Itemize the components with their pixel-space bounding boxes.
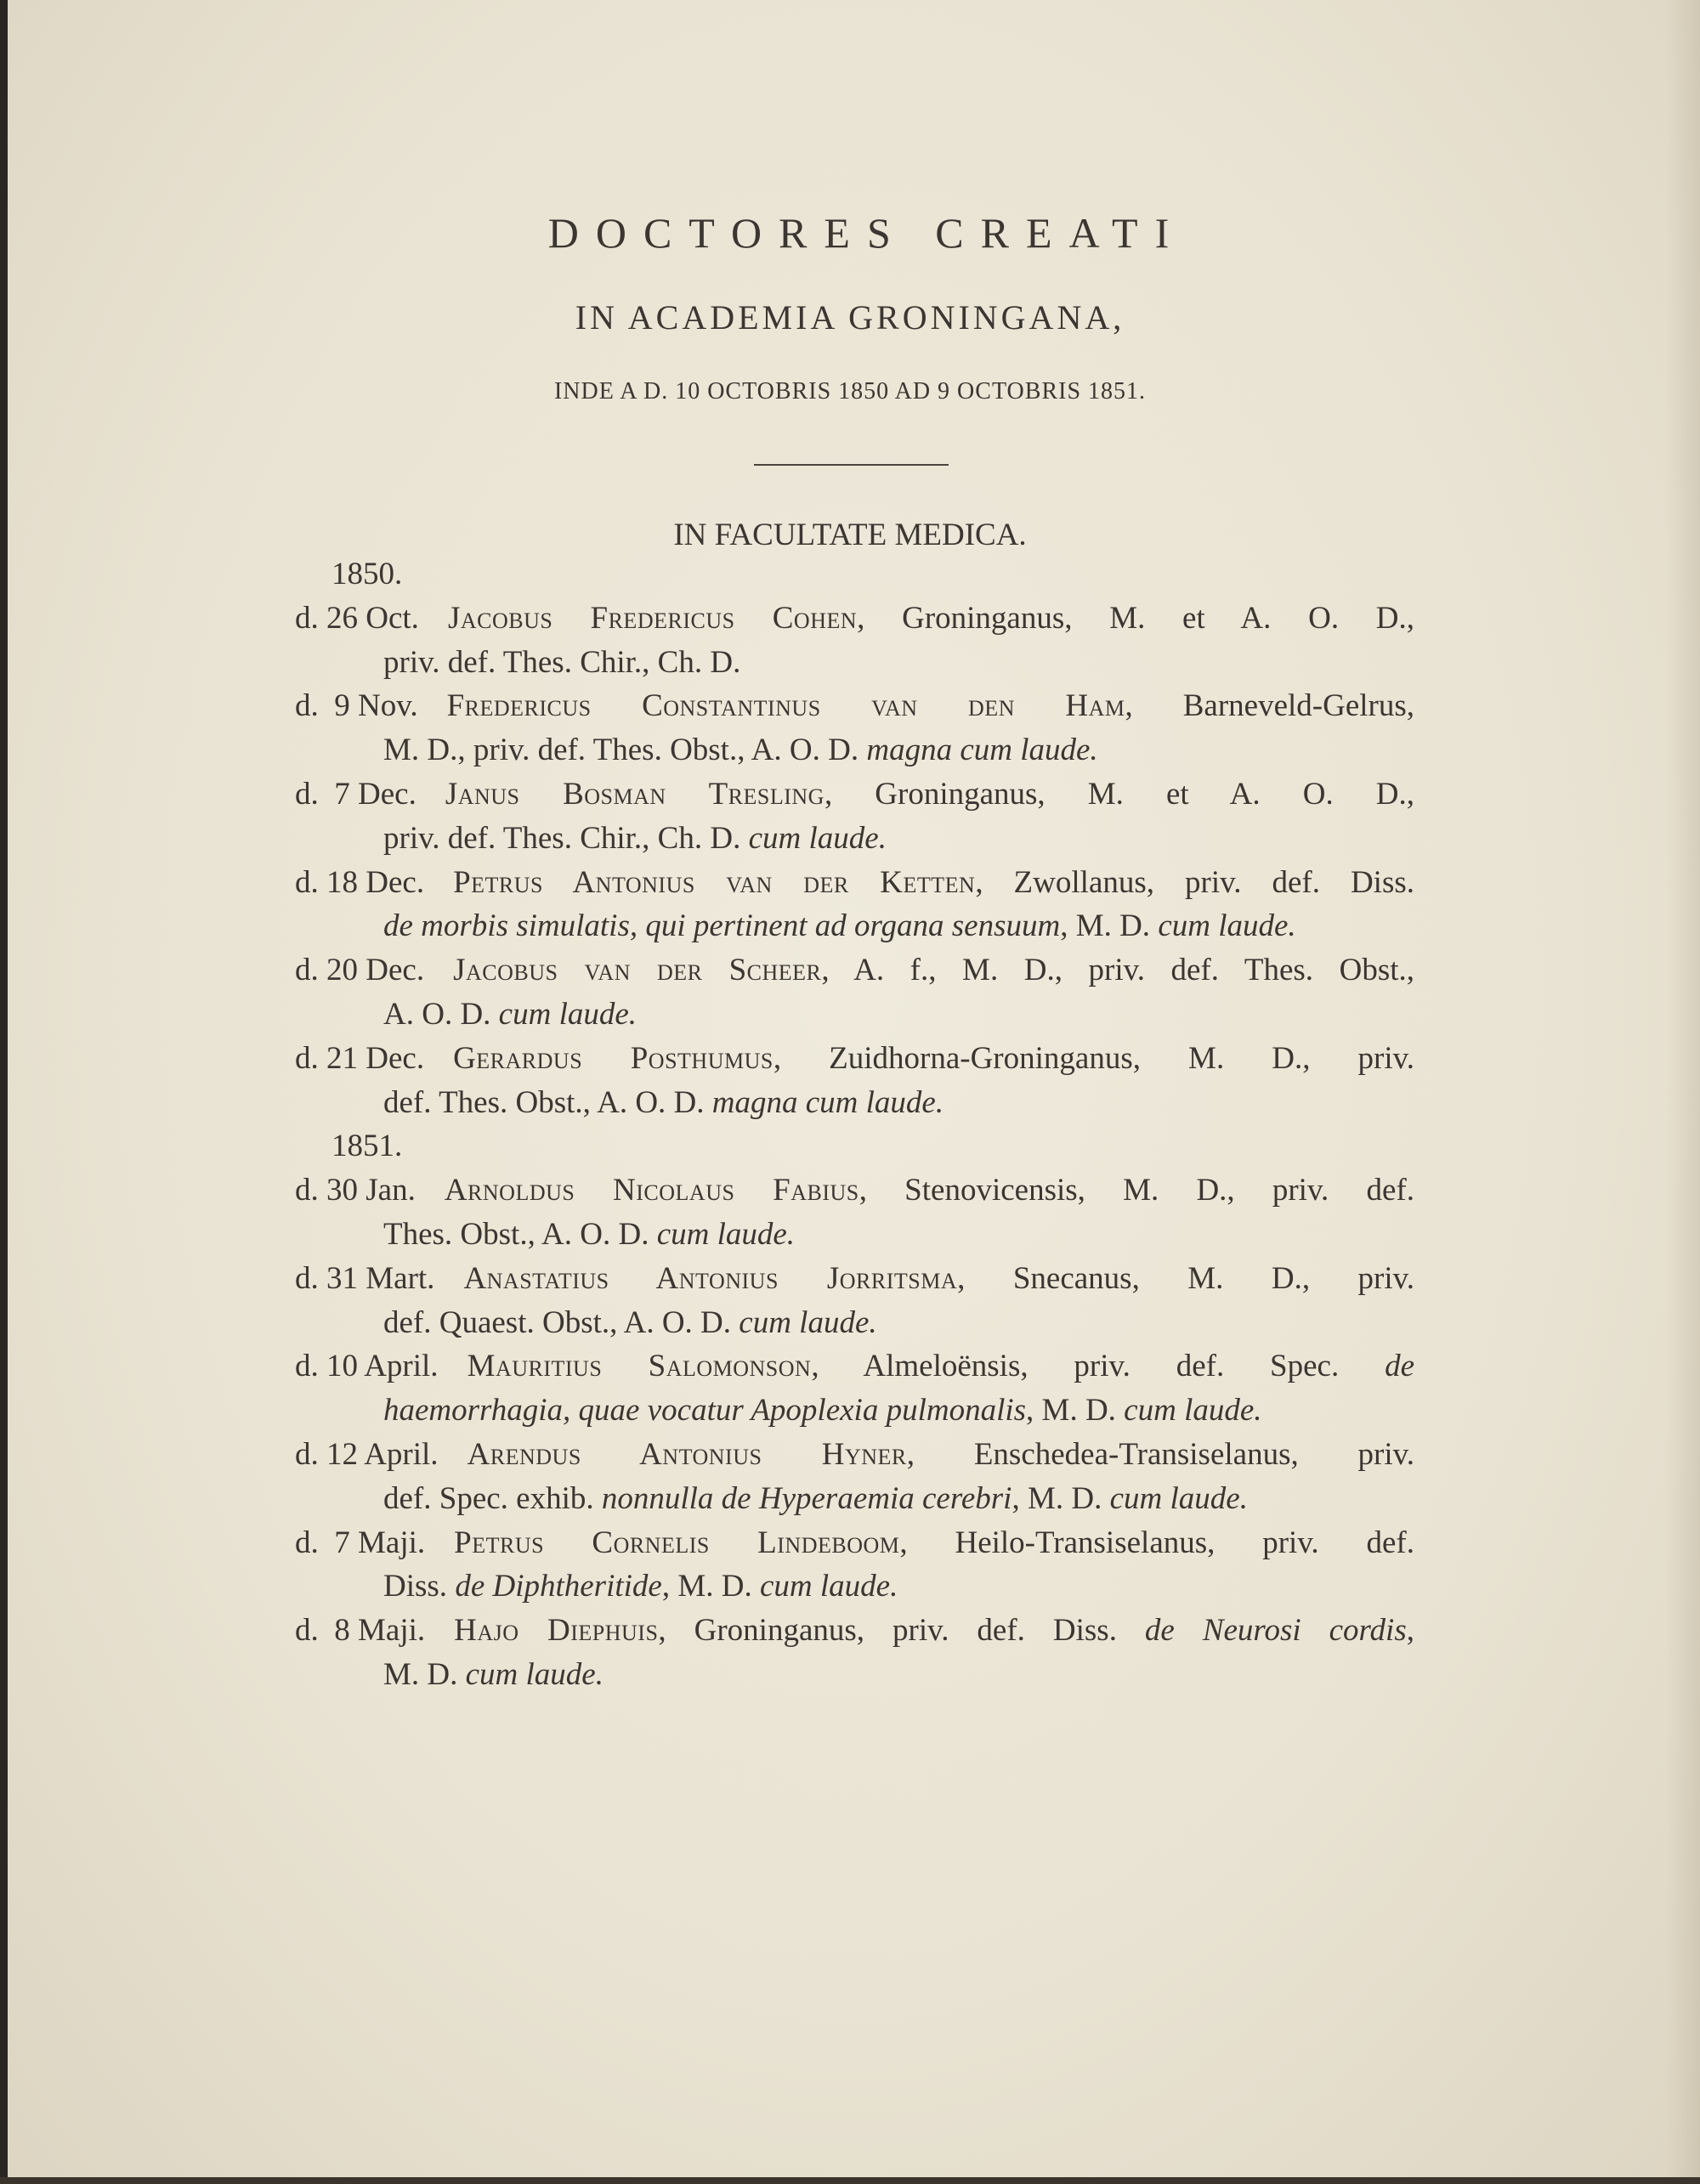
list-item: [295, 684, 1414, 772]
entry-text: , Groninganus, priv. def. Diss.: [658, 1613, 1145, 1649]
entry-line-1: [295, 1433, 1414, 1477]
faculty-heading: IN FACULTATE MEDICA.: [673, 518, 1027, 552]
entry-date: d. 10 April.: [295, 1349, 439, 1384]
entry-line-1-text: [453, 1037, 1414, 1081]
doctor-name: Anastatius Antonius Jorritsma: [463, 1260, 958, 1296]
italic-text: cum laude.: [759, 1569, 898, 1604]
list-item: [295, 597, 1414, 685]
entry-date: d. 31 Mart.: [295, 1260, 435, 1296]
entry-line-1: [295, 1344, 1414, 1389]
entry-date: d. 21 Dec.: [295, 1040, 425, 1076]
entry-line-2: [295, 1081, 1414, 1125]
entry-date: d. 7 Dec.: [295, 776, 416, 812]
entry-line-1: [295, 1037, 1414, 1081]
entry-line-1-text: [445, 772, 1414, 817]
entry-line-2: [295, 1564, 1414, 1609]
italic-text: cum laude.: [656, 1216, 796, 1252]
entry-line-2: [295, 1653, 1414, 1697]
entry-line-1-text: [453, 948, 1414, 993]
page-subtitle: IN ACADEMIA GRONINGANA,: [575, 298, 1125, 337]
entry-date: d. 26 Oct.: [295, 600, 419, 636]
entry-text: , A. f., M. D., priv. def. Thes. Obst.,: [821, 953, 1415, 988]
entry-date: d. 18 Dec.: [295, 864, 425, 900]
doctor-name: Janus Bosman Tresling: [445, 776, 824, 812]
doctor-name: Mauritius Salomonson: [467, 1349, 812, 1384]
doctor-name: Hajo Diephuis: [454, 1613, 659, 1649]
entry-line-1: [295, 597, 1414, 641]
list-item: [295, 1521, 1414, 1610]
entry-text: def. Quaest. Obst., A. O. D.: [383, 1304, 740, 1340]
entry-date: d. 7 Maji.: [295, 1525, 426, 1560]
year-heading: 1851.: [332, 1129, 403, 1164]
italic-text: cum laude.: [1109, 1480, 1248, 1516]
doctor-name: Fredericus Constantinus van den Ham: [446, 688, 1125, 724]
doctorate-list: [295, 552, 1414, 1697]
entry-text: Diss.: [383, 1569, 456, 1604]
italic-text: cum laude.: [498, 996, 638, 1032]
doctor-name: Gerardus Posthumus: [453, 1040, 774, 1076]
entry-text: def. Spec. exhib.: [383, 1480, 602, 1516]
entry-text: , Snecanus, M. D., priv.: [957, 1260, 1414, 1296]
entry-text: , Groninganus, M. et A. O. D.,: [857, 600, 1414, 636]
entry-text: A. O. D.: [383, 996, 499, 1032]
entry-line-2: [295, 904, 1414, 948]
entry-date: d. 30 Jan.: [295, 1173, 416, 1208]
italic-text: nonnulla de Hyperaemia cerebri: [601, 1480, 1012, 1516]
entry-line-2: [295, 1213, 1414, 1257]
entry-line-2: [295, 1301, 1414, 1345]
doctor-name: Jacobus van der Scheer: [453, 953, 822, 988]
entry-text: , Zwollanus, priv. def. Diss.: [975, 864, 1414, 900]
italic-text: haemorrhagia, quae vocatur Apoplexia pulmonalis: [383, 1393, 1027, 1429]
list-item: [295, 948, 1414, 1037]
entry-line-1-text: [468, 1433, 1414, 1477]
italic-text: cum laude.: [1124, 1393, 1262, 1429]
italic-text: de Diphtheritide: [455, 1569, 662, 1604]
entry-text: , Enschedea-Transiselanus, priv.: [906, 1436, 1414, 1472]
entry-line-1: [295, 1609, 1414, 1653]
page-title: DOCTORES CREATI: [547, 209, 1187, 257]
page-edge-bottom: [0, 2177, 1700, 2184]
entry-line-1-text: [448, 597, 1414, 641]
italic-text: de: [1385, 1349, 1414, 1384]
entry-date: d. 8 Maji.: [295, 1613, 426, 1649]
entry-date: d. 20 Dec.: [295, 953, 425, 988]
entry-line-1: [295, 1257, 1414, 1301]
list-item: [295, 1433, 1414, 1521]
italic-text: magna cum laude.: [711, 1084, 944, 1120]
entry-line-2: [295, 817, 1414, 861]
entry-line-1: [295, 1521, 1414, 1565]
list-item: [295, 1609, 1414, 1697]
entry-line-1-text: [445, 1168, 1414, 1213]
entry-line-1-text: [454, 1609, 1414, 1653]
list-item: [295, 1037, 1414, 1125]
entry-line-1-text: [454, 1521, 1414, 1565]
entry-line-2: [295, 1389, 1414, 1433]
entry-text: priv. def. Thes. Chir., Ch. D.: [383, 820, 749, 856]
doctor-name: Petrus Cornelis Lindeboom: [454, 1525, 900, 1560]
italic-text: cum laude.: [739, 1304, 877, 1340]
entry-text: , M. D.: [1060, 908, 1159, 944]
entry-text: , Almeloënsis, priv. def. Spec.: [811, 1349, 1386, 1384]
entry-text: M. D.: [383, 1656, 466, 1692]
year-heading: 1850.: [332, 557, 403, 591]
entry-line-1-text: [453, 861, 1414, 905]
entry-text: M. D., priv. def. Thes. Obst., A. O. D.: [383, 733, 867, 768]
list-item: [295, 772, 1414, 861]
italic-text: cum laude.: [1158, 908, 1296, 944]
list-item: [295, 1257, 1414, 1345]
entry-text: , Groninganus, M. et A. O. D.,: [824, 776, 1414, 812]
entry-text: , Barneveld-Gelrus,: [1125, 688, 1414, 724]
entry-line-1-text: [468, 1344, 1414, 1389]
entry-line-2: [295, 1477, 1414, 1521]
entry-text: , Stenovicensis, M. D., priv. def.: [858, 1173, 1414, 1208]
doctor-name: Petrus Antonius van der Ketten: [453, 864, 976, 900]
date-range: INDE A D. 10 OCTOBRIS 1850 AD 9 OCTOBRIS 1851.: [553, 378, 1147, 405]
entry-line-1: [295, 861, 1414, 905]
entry-text: , Heilo-Transiselanus, priv. def.: [899, 1525, 1414, 1560]
entry-line-2: [295, 641, 1414, 685]
italic-text: cum laude.: [465, 1656, 604, 1692]
doctor-name: Arnoldus Nicolaus Fabius: [444, 1173, 859, 1208]
entry-line-1: [295, 948, 1414, 993]
divider-rule: [754, 464, 949, 466]
entry-line-2: [295, 993, 1414, 1037]
entry-line-2: [295, 728, 1414, 772]
italic-text: cum laude.: [748, 820, 887, 856]
entry-line-1: [295, 1168, 1414, 1213]
entry-line-1-text: [447, 684, 1414, 728]
entry-date: d. 9 Nov.: [295, 688, 418, 724]
doctor-name: Jacobus Fredericus Cohen: [447, 600, 858, 636]
entry-text: def. Thes. Obst., A. O. D.: [383, 1084, 712, 1120]
entry-text: , M. D.: [661, 1569, 760, 1604]
entry-line-1-text: [463, 1257, 1414, 1301]
list-item: [295, 861, 1414, 949]
entry-date: d. 12 April.: [295, 1436, 439, 1472]
list-item: [295, 1344, 1414, 1433]
entry-text: priv. def. Thes. Chir., Ch. D.: [383, 644, 741, 680]
entry-text: Thes. Obst., A. O. D.: [383, 1216, 657, 1252]
entry-line-1: [295, 772, 1414, 817]
italic-text: de Neurosi cordis: [1144, 1613, 1407, 1649]
entry-text: , Zuidhorna-Groninganus, M. D., priv.: [773, 1040, 1414, 1076]
italic-text: magna cum laude.: [866, 733, 1098, 768]
list-item: [295, 1168, 1414, 1257]
entry-text: , M. D.: [1012, 1480, 1110, 1516]
entry-text: ,: [1406, 1613, 1414, 1649]
entry-text: , M. D.: [1026, 1393, 1125, 1429]
entry-line-1: [295, 684, 1414, 728]
italic-text: de morbis simulatis, qui pertinent ad organa sensuum: [383, 908, 1061, 944]
doctor-name: Arendus Antonius Hyner: [467, 1436, 907, 1472]
